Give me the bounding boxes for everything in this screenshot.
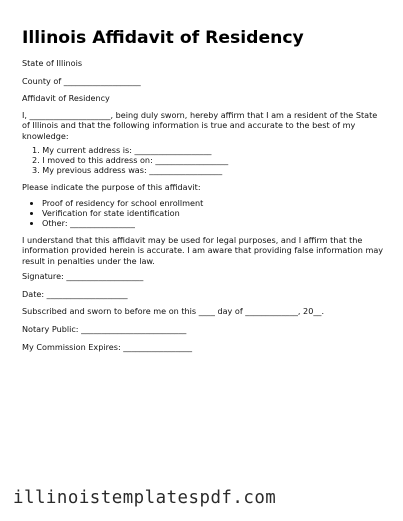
acknowledgement-paragraph: I understand that this affidavit may be used for legal purposes, and I affirm that the information provided herein is accurate. I am aware that providing false information may result in penalties under the law. — [22, 235, 384, 266]
address-list — [32, 146, 228, 175]
address-item-moved-date: 2. I moved to this address on: __________________ — [32, 154, 229, 165]
notary-line: Notary Public: __________________________ — [22, 324, 187, 334]
site-watermark: illinoistemplatespdf.com — [13, 488, 277, 508]
affidavit-heading: Affidavit of Residency — [22, 93, 110, 103]
purpose-prompt: Please indicate the purpose of this affidavit: — [22, 182, 201, 192]
purpose-item-other: • Other: ________________ — [42, 219, 203, 229]
subscribed-line: Subscribed and sworn to before me on this ____ day of _____________, 20__. — [22, 306, 325, 316]
purpose-item-school: • Proof of residency for school enrollment — [42, 199, 203, 209]
state-line: State of Illinois — [22, 58, 83, 68]
address-item-current: 1. My current address is: ___________________ — [32, 145, 212, 155]
purpose-item-identification: • Verification for state identification — [42, 209, 203, 219]
commission-line: My Commission Expires: _________________ — [22, 342, 193, 352]
document-title: Illinois Affidavit of Residency — [22, 28, 304, 48]
signature-line: Signature: ___________________ — [22, 271, 144, 281]
purpose-list — [42, 199, 203, 228]
date-line: Date: ____________________ — [22, 289, 128, 299]
address-item-previous: 3. My previous address was: __________________ — [32, 164, 223, 175]
county-line: County of ___________________ — [22, 76, 141, 86]
intro-paragraph: I, ____________________, being duly sworn, hereby affirm that I am a resident of the State of Illinois and that the following information is true and accurate to the best of my knowledge: — [22, 110, 378, 141]
